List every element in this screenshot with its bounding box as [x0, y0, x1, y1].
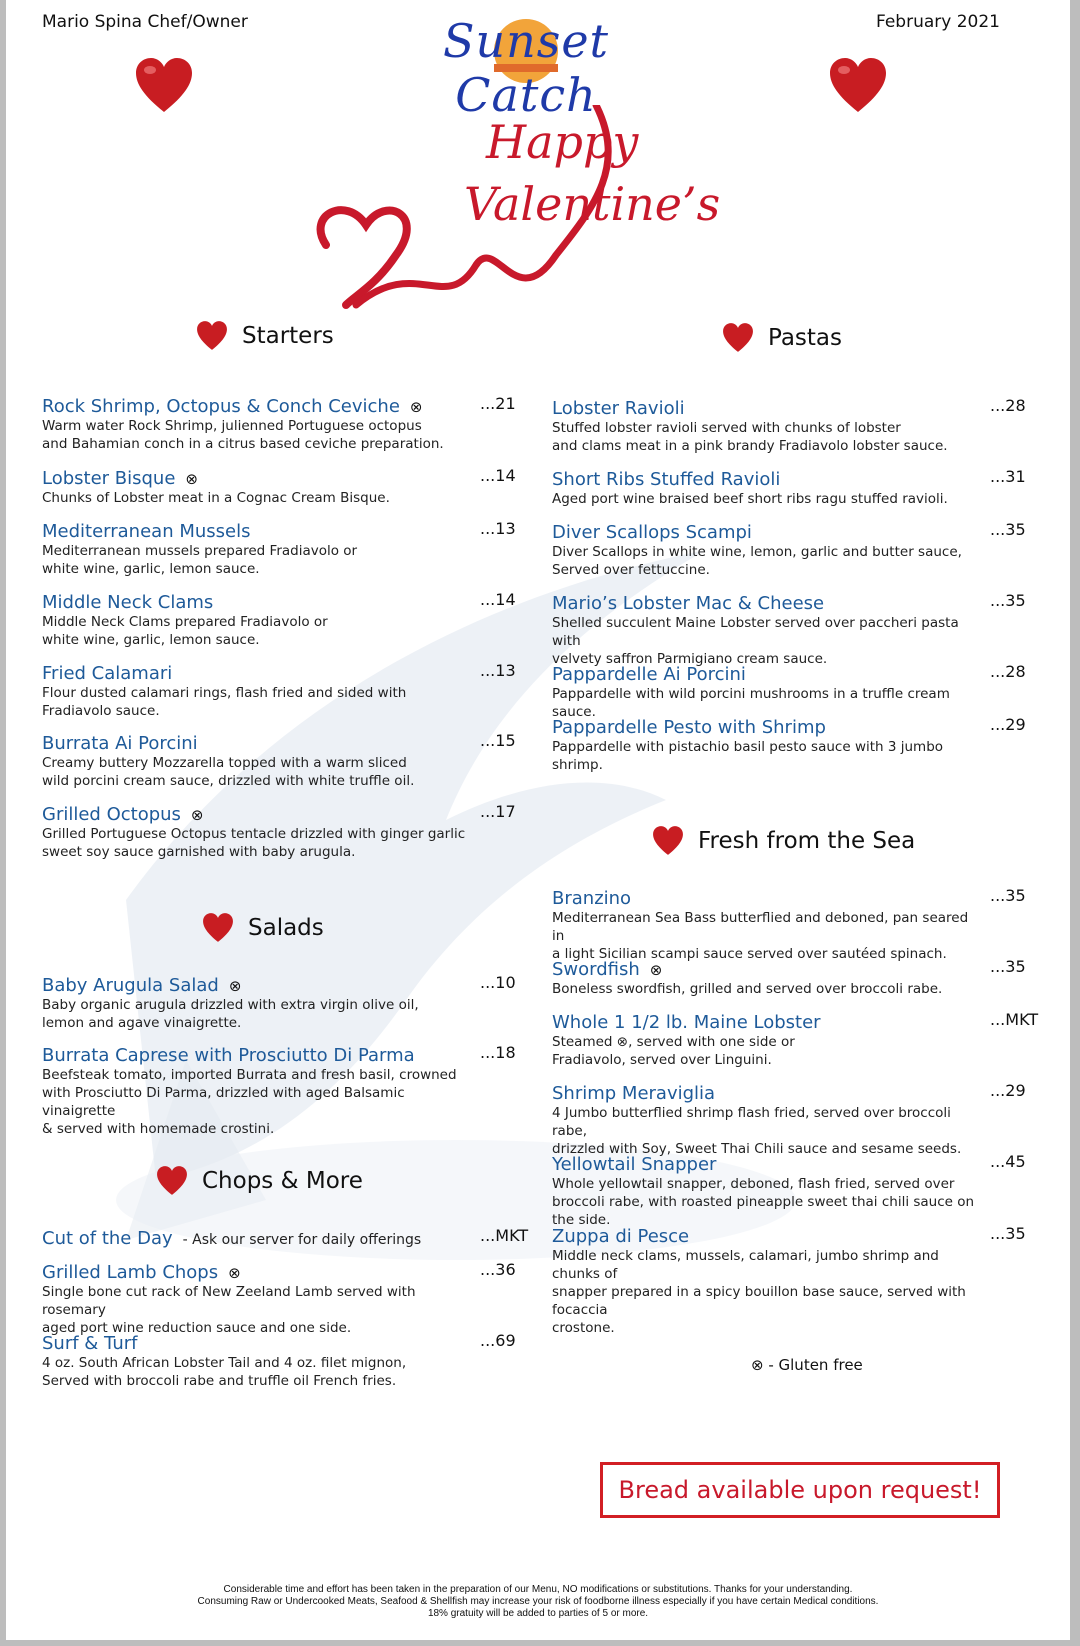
item-description: Flour dusted calamari rings, flash fried and sided with [42, 685, 407, 701]
menu-item [42, 1045, 472, 1138]
item-name-text: Branzino [552, 888, 632, 909]
item-name [42, 468, 472, 489]
menu-item [552, 664, 982, 721]
item-name-text: Short Ribs Stuffed Ravioli [552, 469, 781, 490]
item-description: Mediterranean Sea Bass butterflied and deboned, pan seared in [552, 910, 969, 944]
item-description: 4 Jumbo butterflied shrimp flash fried, served over broccoli rabe, [552, 1105, 951, 1139]
item-description: Grilled Portuguese Octopus tentacle drizzled with ginger garlic [42, 826, 466, 842]
item-description: Baby organic arugula drizzled with extra virgin olive oil, [42, 997, 419, 1013]
item-price: ...28 [990, 662, 1026, 681]
valentines-title [386, 105, 746, 325]
menu-item [552, 398, 982, 455]
menu-item [552, 593, 982, 668]
item-price: ...35 [990, 957, 1026, 976]
item-price: ...29 [990, 1081, 1026, 1100]
menu-item [552, 717, 982, 774]
item-description: Stuffed lobster ravioli served with chunks of lobster [552, 420, 901, 436]
item-name [552, 888, 982, 909]
item-name [552, 398, 982, 419]
item-name-text: Grilled Lamb Chops [42, 1262, 219, 1283]
item-name-text: Mediterranean Mussels [42, 521, 251, 542]
menu-item [42, 804, 472, 861]
item-description: broccoli rabe, with roasted pineapple sweet thai chili sauce on the side. [552, 1194, 975, 1228]
menu-item [552, 959, 982, 998]
item-description: Served over fettuccine. [552, 562, 710, 578]
item-name [42, 1045, 472, 1066]
section-title: Salads [248, 915, 324, 941]
item-name [42, 975, 472, 996]
item-description: Steamed ⊗, served with one side or [552, 1034, 795, 1050]
item-name [42, 1333, 472, 1354]
item-name-text: Zuppa di Pesce [552, 1226, 690, 1247]
item-description: white wine, garlic, lemon sauce. [42, 561, 260, 577]
heart-icon [652, 825, 684, 857]
menu-item [552, 1083, 982, 1158]
section-title: Chops & More [202, 1168, 363, 1194]
title-valentines: Valentine’s [464, 177, 721, 231]
item-description: snapper prepared in a spicy bouillon base sauce, served with focaccia [552, 1284, 966, 1318]
menu-item [552, 522, 982, 579]
item-description: Pappardelle with wild porcini mushrooms in a truffle cream sauce. [552, 686, 950, 720]
item-name-text: Shrimp Meraviglia [552, 1083, 716, 1104]
item-price: ...17 [480, 802, 516, 821]
item-description: velvety saffron Parmigiano cream sauce. [552, 651, 828, 667]
item-description: Pappardelle with pistachio basil pesto sauce with 3 jumbo shrimp. [552, 739, 944, 773]
item-description: Single bone cut rack of New Zeeland Lamb served with rosemary [42, 1284, 416, 1318]
menu-item [42, 663, 472, 720]
item-description: with Prosciutto Di Parma, drizzled with aged Balsamic vinaigrette [42, 1085, 405, 1119]
item-price: ...MKT [990, 1010, 1039, 1029]
item-description: Middle neck clams, mussels, calamari, jumbo shrimp and chunks of [552, 1248, 939, 1282]
item-price: ...13 [480, 519, 516, 538]
gluten-free-icon: ⊗ [649, 961, 663, 979]
heart-icon [134, 56, 194, 116]
heart-icon [196, 320, 228, 352]
item-name-text: Surf & Turf [42, 1333, 138, 1354]
item-name [552, 469, 982, 490]
item-description: white wine, garlic, lemon sauce. [42, 632, 260, 648]
title-happy: Happy [486, 115, 639, 169]
item-name-text: Diver Scallops Scampi [552, 522, 752, 543]
item-price: ...35 [990, 591, 1026, 610]
section-sea [652, 825, 915, 857]
item-inline-note: - Ask our server for daily offerings [182, 1232, 422, 1248]
item-description: & served with homemade crostini. [42, 1121, 275, 1137]
item-description: sweet soy sauce garnished with baby arugula. [42, 844, 356, 860]
item-name-text: Fried Calamari [42, 663, 173, 684]
item-price: ...MKT [480, 1226, 529, 1245]
item-name-text: Pappardelle Pesto with Shrimp [552, 717, 826, 738]
item-description: Mediterranean mussels prepared Fradiavolo or [42, 543, 358, 559]
item-description: aged port wine reduction sauce and one side. [42, 1320, 352, 1336]
gluten-free-icon: ⊗ [228, 977, 242, 995]
item-price: ...36 [480, 1260, 516, 1279]
item-name [552, 717, 982, 738]
item-description: Fradiavolo sauce. [42, 703, 160, 719]
item-description: wild porcini cream sauce, drizzled with white truffle oil. [42, 773, 415, 789]
section-starters [196, 320, 334, 352]
item-description: Beefsteak tomato, imported Burrata and fresh basil, crowned [42, 1067, 457, 1083]
item-description: crostone. [552, 1320, 615, 1336]
footer-disclaimer [6, 1584, 1070, 1620]
section-title: Pastas [768, 325, 843, 351]
item-description: Middle Neck Clams prepared Fradiavolo or [42, 614, 328, 630]
item-price: ...28 [990, 396, 1026, 415]
item-description: Diver Scallops in white wine, lemon, garlic and butter sauce, [552, 544, 962, 560]
menu-date: February 2021 [876, 12, 1000, 32]
item-name [42, 1228, 472, 1249]
menu-item [42, 468, 472, 507]
chef-owner: Mario Spina Chef/Owner [42, 12, 248, 32]
menu-item [552, 888, 982, 963]
item-name-text: Swordfish [552, 959, 640, 980]
item-name-text: Mario’s Lobster Mac & Cheese [552, 593, 825, 614]
item-name-text: Lobster Ravioli [552, 398, 685, 419]
heart-icon [156, 1165, 188, 1197]
item-price: ...35 [990, 520, 1026, 539]
item-name [552, 664, 982, 685]
sunset-catch-logo [376, 6, 676, 122]
item-description: and clams meat in a pink brandy Fradiavolo lobster sauce. [552, 438, 948, 454]
item-name [42, 1262, 472, 1283]
gluten-free-icon: ⊗ [228, 1264, 241, 1282]
logo-text: Sunset Catch [442, 14, 610, 122]
item-name [552, 1226, 982, 1247]
item-name-text: Yellowtail Snapper [552, 1154, 717, 1175]
item-name [42, 521, 472, 542]
item-name [42, 733, 472, 754]
menu-item [42, 1262, 472, 1337]
gluten-free-icon: ⊗ [409, 398, 423, 416]
section-title: Fresh from the Sea [698, 828, 916, 854]
menu-item [552, 469, 982, 508]
item-description: and Bahamian conch in a citrus based ceviche preparation. [42, 436, 444, 452]
item-price: ...29 [990, 715, 1026, 734]
menu-item [42, 521, 472, 578]
menu-item [552, 1012, 982, 1069]
item-name [552, 1083, 982, 1104]
item-price: ...35 [990, 886, 1026, 905]
footer-line: Consuming Raw or Undercooked Meats, Seafood & Shellfish may increase your risk of foodborne illness especially if you have certain Medical conditions. [197, 1596, 879, 1607]
item-description: Chunks of Lobster meat in a Cognac Cream Bisque. [42, 490, 390, 506]
item-price: ...13 [480, 661, 516, 680]
item-name [552, 522, 982, 543]
item-description: lemon and agave vinaigrette. [42, 1015, 242, 1031]
item-price: ...15 [480, 731, 516, 750]
section-chops [156, 1165, 363, 1197]
item-description: Creamy buttery Mozzarella topped with a warm sliced [42, 755, 407, 771]
menu-item [42, 1228, 472, 1249]
item-name [552, 1154, 982, 1175]
item-description: Fradiavolo, served over Linguini. [552, 1052, 772, 1068]
item-description: Shelled succulent Maine Lobster served over paccheri pasta with [552, 615, 959, 649]
menu-item [42, 975, 472, 1032]
item-description: Boneless swordfish, grilled and served over broccoli rabe. [552, 981, 943, 997]
gluten-free-icon: ⊗ [185, 470, 198, 488]
menu-item [42, 1333, 472, 1390]
item-description: Warm water Rock Shrimp, julienned Portuguese octopus [42, 418, 422, 434]
item-description: Aged port wine braised beef short ribs ragu stuffed ravioli. [552, 491, 948, 507]
item-price: ...21 [480, 394, 516, 413]
gluten-free-legend: ⊗ - Gluten free [751, 1356, 863, 1374]
item-price: ...18 [480, 1043, 516, 1062]
item-description: Served with broccoli rabe and truffle oil French fries. [42, 1373, 397, 1389]
heart-icon [722, 322, 754, 354]
menu-item [42, 396, 472, 453]
item-name [42, 396, 472, 417]
item-name [552, 1012, 982, 1033]
section-title: Starters [242, 323, 334, 349]
item-name-text: Middle Neck Clams [42, 592, 214, 613]
item-name [552, 593, 982, 614]
item-name-text: Lobster Bisque [42, 468, 176, 489]
item-description: drizzled with Soy, Sweet Thai Chili sauce and sesame seeds. [552, 1141, 962, 1157]
item-price: ...35 [990, 1224, 1026, 1243]
item-name-text: Baby Arugula Salad [42, 975, 219, 996]
menu-page [6, 0, 1070, 1640]
item-description: Whole yellowtail snapper, deboned, flash fried, served over [552, 1176, 955, 1192]
item-name [42, 592, 472, 613]
item-name [42, 663, 472, 684]
menu-item [552, 1154, 982, 1229]
item-price: ...10 [480, 973, 516, 992]
item-name-text: Grilled Octopus [42, 804, 181, 825]
item-price: ...69 [480, 1331, 516, 1350]
heart-icon [828, 56, 888, 116]
bread-notice: Bread available upon request! [600, 1462, 1000, 1518]
section-pastas [722, 322, 842, 354]
item-name-text: Burrata Caprese with Prosciutto Di Parma [42, 1045, 415, 1066]
item-name-text: Whole 1 1/2 lb. Maine Lobster [552, 1012, 821, 1033]
section-salads [202, 912, 324, 944]
item-name-text: Burrata Ai Porcini [42, 733, 198, 754]
menu-item [552, 1226, 982, 1337]
item-price: ...45 [990, 1152, 1026, 1171]
item-description: a light Sicilian scampi sauce served over sautéed spinach. [552, 946, 947, 962]
item-price: ...14 [480, 466, 516, 485]
item-name [552, 959, 982, 980]
item-name [42, 804, 472, 825]
footer-line: 18% gratuity will be added to parties of 5 or more. [427, 1608, 649, 1619]
item-price: ...14 [480, 590, 516, 609]
item-price: ...31 [990, 467, 1026, 486]
item-name-text: Rock Shrimp, Octopus & Conch Ceviche [42, 396, 400, 417]
footer-line: Considerable time and effort has been taken in the preparation of our Menu, NO modifications or substitutions. Thanks for your understanding. [223, 1584, 853, 1595]
item-name-text: Pappardelle Ai Porcini [552, 664, 746, 685]
menu-item [42, 733, 472, 790]
item-name-text: Cut of the Day [42, 1228, 173, 1249]
menu-item [42, 592, 472, 649]
item-description: 4 oz. South African Lobster Tail and 4 oz. filet mignon, [42, 1355, 407, 1371]
heart-icon [202, 912, 234, 944]
gluten-free-icon: ⊗ [190, 806, 204, 824]
